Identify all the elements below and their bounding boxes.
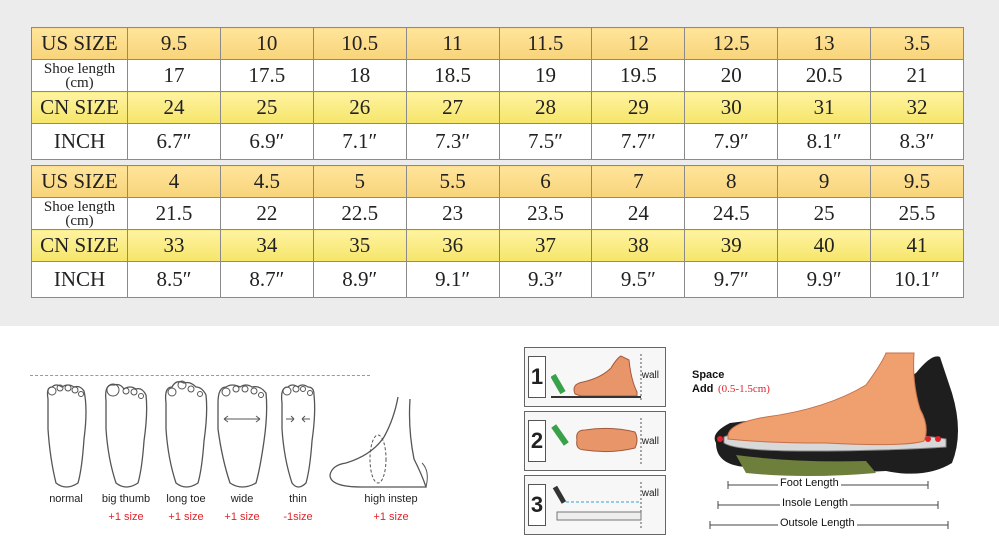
insole-length-label: Insole Length xyxy=(782,497,849,509)
us-size-cell: 13 xyxy=(778,28,871,60)
measure-panel xyxy=(496,339,999,543)
wall-label: wall xyxy=(641,436,659,447)
cn-size-label: CN SIZE xyxy=(32,230,128,262)
shoe-length-cell: 25.5 xyxy=(871,198,964,230)
cn-size-cell: 36 xyxy=(406,230,499,262)
cn-size-cell: 38 xyxy=(592,230,685,262)
us-size-cell: 11 xyxy=(406,28,499,60)
us-size-cell: 9.5 xyxy=(128,28,221,60)
cn-size-row xyxy=(32,92,964,124)
cn-size-cell: 25 xyxy=(220,92,313,124)
cn-size-cell: 34 xyxy=(220,230,313,262)
cn-size-cell: 26 xyxy=(313,92,406,124)
shoe-length-cell: 21 xyxy=(871,60,964,92)
inch-cell: 9.9″ xyxy=(778,262,871,298)
high-instep-label: high instep xyxy=(364,493,418,505)
cn-size-cell: 35 xyxy=(313,230,406,262)
shoe-length-cell: 20.5 xyxy=(778,60,871,92)
big-thumb-label: big thumb xyxy=(101,493,151,505)
shoe-length-row xyxy=(32,60,964,92)
thin-adjust: -1size xyxy=(283,511,313,523)
us-size-cell: 5.5 xyxy=(406,166,499,198)
outsole-length-label: Outsole Length xyxy=(780,517,855,529)
cn-size-cell: 30 xyxy=(685,92,778,124)
toe-line xyxy=(30,375,370,376)
us-size-cell: 7 xyxy=(592,166,685,198)
shoe-length-cell: 21.5 xyxy=(128,198,221,230)
inch-cell: 7.3″ xyxy=(406,124,499,160)
shoe-length-cell: 23 xyxy=(406,198,499,230)
cn-size-cell: 41 xyxy=(871,230,964,262)
shoe-length-cell: 18.5 xyxy=(406,60,499,92)
cn-size-cell: 29 xyxy=(592,92,685,124)
step-number: 2 xyxy=(528,420,546,462)
add-label: Add xyxy=(692,383,714,395)
wide-adjust: +1 size xyxy=(224,511,260,523)
inch-label: INCH xyxy=(32,124,128,160)
foot-length-label: Foot Length xyxy=(780,477,839,489)
us-size-cell: 4 xyxy=(128,166,221,198)
size-table-2 xyxy=(31,165,964,298)
cn-size-cell: 24 xyxy=(128,92,221,124)
wide-foot-icon xyxy=(214,379,270,491)
inch-cell: 9.1″ xyxy=(406,262,499,298)
shoe-length-cell: 22.5 xyxy=(313,198,406,230)
measure-step-1 xyxy=(524,347,666,407)
inch-cell: 6.7″ xyxy=(128,124,221,160)
inch-cell: 8.1″ xyxy=(778,124,871,160)
measure-step-3 xyxy=(524,475,666,535)
cn-size-cell: 39 xyxy=(685,230,778,262)
us-size-cell: 6 xyxy=(499,166,592,198)
step-number: 1 xyxy=(528,356,546,398)
shoe-length-row xyxy=(32,198,964,230)
us-size-cell: 10 xyxy=(220,28,313,60)
inch-cell: 9.5″ xyxy=(592,262,685,298)
inch-row xyxy=(32,124,964,160)
add-value: (0.5-1.5cm) xyxy=(718,383,770,395)
foot-against-wall-icon xyxy=(551,354,647,400)
inch-cell: 7.1″ xyxy=(313,124,406,160)
us-size-cell: 5 xyxy=(313,166,406,198)
ruler-measure-icon xyxy=(551,482,647,528)
shoe-length-cell: 24.5 xyxy=(685,198,778,230)
us-size-label: US SIZE xyxy=(32,28,128,60)
us-size-cell: 3.5 xyxy=(871,28,964,60)
cn-size-cell: 28 xyxy=(499,92,592,124)
cn-size-cell: 27 xyxy=(406,92,499,124)
us-size-cell: 9 xyxy=(778,166,871,198)
shoe-length-cell: 22 xyxy=(220,198,313,230)
shoe-length-cell: 23.5 xyxy=(499,198,592,230)
foot-top-view-icon xyxy=(551,418,647,464)
inch-cell: 6.9″ xyxy=(220,124,313,160)
thin-label: thin xyxy=(289,493,307,505)
shoe-length-cell: 17.5 xyxy=(220,60,313,92)
measure-step-2 xyxy=(524,411,666,471)
cn-size-label: CN SIZE xyxy=(32,92,128,124)
step-number: 3 xyxy=(528,484,546,526)
cn-size-cell: 40 xyxy=(778,230,871,262)
cn-size-row xyxy=(32,230,964,262)
shoe-length-cell: 20 xyxy=(685,60,778,92)
us-size-row xyxy=(32,28,964,60)
inch-cell: 9.3″ xyxy=(499,262,592,298)
us-size-cell: 9.5 xyxy=(871,166,964,198)
shoe-length-cell: 18 xyxy=(313,60,406,92)
normal-foot-icon xyxy=(38,379,94,491)
us-size-cell: 4.5 xyxy=(220,166,313,198)
cn-size-cell: 31 xyxy=(778,92,871,124)
size-table-1 xyxy=(31,27,964,160)
long-toe-foot-icon xyxy=(158,379,214,491)
us-size-cell: 12.5 xyxy=(685,28,778,60)
inch-cell: 8.5″ xyxy=(128,262,221,298)
shoe-length-cell: 25 xyxy=(778,198,871,230)
shoe-length-cell: 19.5 xyxy=(592,60,685,92)
shoe-length-cell: 17 xyxy=(128,60,221,92)
inch-cell: 10.1″ xyxy=(871,262,964,298)
shoe-length-cell: 24 xyxy=(592,198,685,230)
long-toe-label: long toe xyxy=(166,493,206,505)
high-instep-foot-icon xyxy=(322,379,442,491)
wall-label: wall xyxy=(641,488,659,499)
shoe-length-label: Shoe length (cm) xyxy=(32,60,128,92)
cn-size-cell: 37 xyxy=(499,230,592,262)
us-size-cell: 11.5 xyxy=(499,28,592,60)
normal-label: normal xyxy=(49,493,83,505)
inch-label: INCH xyxy=(32,262,128,298)
inch-cell: 7.5″ xyxy=(499,124,592,160)
foot-types-panel xyxy=(0,339,484,543)
shoe-diagram-icon xyxy=(706,343,996,543)
shoe-length-label: Shoe length (cm) xyxy=(32,198,128,230)
wide-label: wide xyxy=(230,493,254,505)
shoe-length-cell: 19 xyxy=(499,60,592,92)
us-size-row xyxy=(32,166,964,198)
high-instep-adjust: +1 size xyxy=(373,511,409,523)
us-size-cell: 12 xyxy=(592,28,685,60)
big-thumb-adjust: +1 size xyxy=(108,511,144,523)
inch-cell: 9.7″ xyxy=(685,262,778,298)
thin-foot-icon xyxy=(270,379,326,491)
inch-cell: 8.3″ xyxy=(871,124,964,160)
inch-cell: 7.9″ xyxy=(685,124,778,160)
wall-label: wall xyxy=(641,370,659,381)
us-size-cell: 8 xyxy=(685,166,778,198)
cn-size-cell: 32 xyxy=(871,92,964,124)
inch-row xyxy=(32,262,964,298)
us-size-label: US SIZE xyxy=(32,166,128,198)
big-thumb-foot-icon xyxy=(98,379,154,491)
inch-cell: 8.9″ xyxy=(313,262,406,298)
cn-size-cell: 33 xyxy=(128,230,221,262)
inch-cell: 7.7″ xyxy=(592,124,685,160)
us-size-cell: 10.5 xyxy=(313,28,406,60)
inch-cell: 8.7″ xyxy=(220,262,313,298)
space-label: Space xyxy=(692,369,725,381)
long-toe-adjust: +1 size xyxy=(168,511,204,523)
